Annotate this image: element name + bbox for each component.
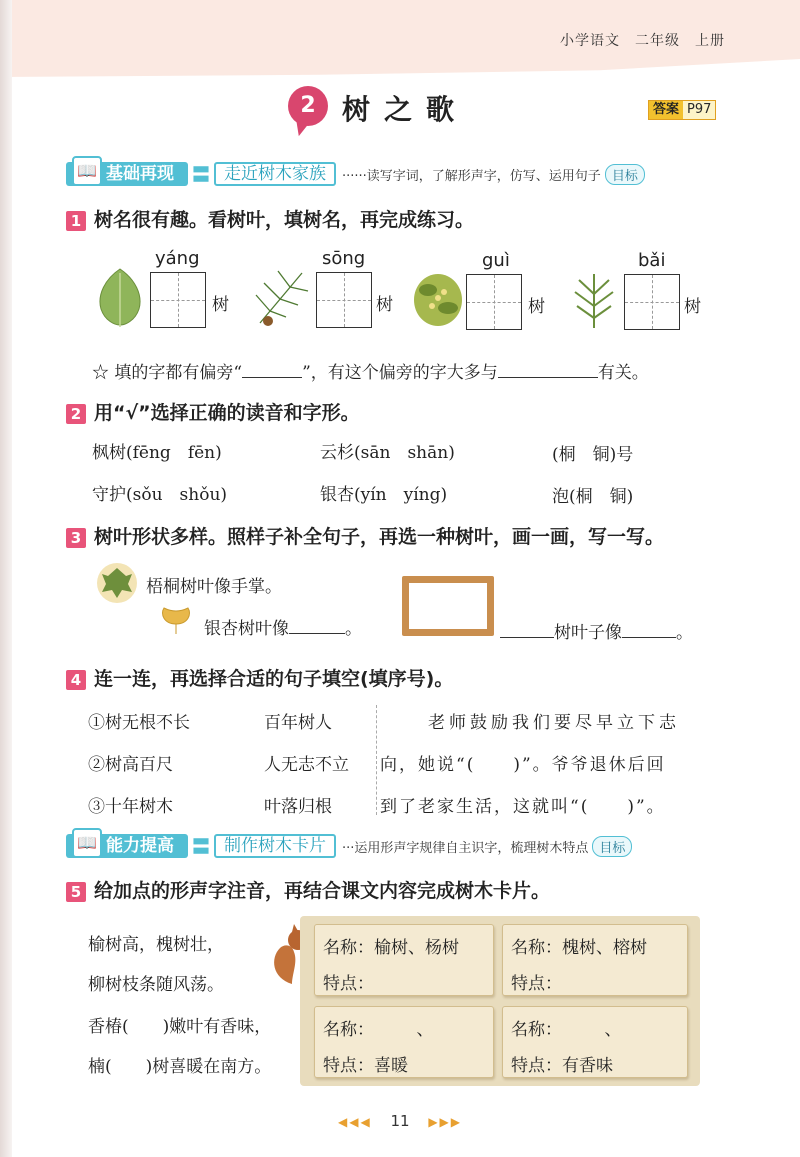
goal-tag: 目标	[605, 164, 645, 185]
question-2: 2 用“√”选择正确的读音和字形。	[66, 398, 360, 425]
answer-page: P97	[687, 102, 712, 117]
suffix-4: 树	[684, 297, 701, 317]
section-connector: 〓	[192, 837, 210, 858]
drawing-frame[interactable]	[402, 576, 494, 636]
q3-line3: 树叶子像 。	[500, 618, 693, 643]
q4-divider	[376, 705, 377, 815]
lesson-title: 树之歌	[342, 93, 469, 126]
right-arrows: ▶▶▶	[428, 1115, 463, 1129]
card-2-feature[interactable]: 特点：	[511, 974, 562, 994]
suffix-2: 树	[376, 295, 393, 315]
ginkgo-blank[interactable]	[289, 633, 345, 634]
q1-note: ☆ 填的字都有偏旁“ ”，有这个偏旁的字大多与 有关。	[92, 363, 649, 383]
parasol-leaf-icon	[96, 562, 138, 604]
section-goal: ······读写字词，了解形声字，仿写、运用句子	[342, 168, 601, 184]
leaf-shape-blank[interactable]	[622, 637, 676, 638]
pinyin-3: guì	[482, 250, 510, 271]
q2-r2-c3[interactable]: 泡(桐 铜)	[552, 487, 634, 507]
q4-mid-3[interactable]: 叶落归根	[264, 797, 332, 817]
page-footer	[0, 1112, 800, 1130]
q2-r2-c1[interactable]: 守护(sǒu shǒu)	[92, 485, 228, 505]
page-number: 11	[390, 1112, 410, 1130]
book-icon: 📖	[72, 156, 102, 186]
question-4: 4 连一连，再选择合适的句子填空(填序号)。	[66, 664, 453, 691]
poem-line-4[interactable]: 楠( )树喜暖在南方。	[88, 1057, 272, 1077]
tree-card-4	[502, 1006, 688, 1078]
q4-left-3[interactable]: ③十年树木	[88, 797, 173, 817]
section-main-label: 基础再现	[66, 162, 188, 186]
answer-label: 答案	[649, 101, 683, 119]
q3-line2: 银杏树叶像 。	[204, 619, 362, 639]
question-3: 3 树叶形状多样。照样子补全句子，再选一种树叶，画一画，写一写。	[66, 522, 664, 549]
poem-line-2: 柳树枝条随风荡。	[88, 975, 224, 995]
char-grid-1[interactable]	[150, 272, 206, 328]
card-4-feature: 特点：有香味	[511, 1056, 613, 1076]
pinyin-2: sōng	[322, 248, 366, 269]
card-3-feature: 特点：喜暖	[323, 1056, 408, 1076]
q4-left-1[interactable]: ①树无根不长	[88, 713, 190, 733]
card-4-name[interactable]: 名称： 、	[511, 1020, 664, 1040]
poem-line-1: 榆树高，槐树壮，	[88, 935, 224, 955]
book-icon: 📖	[72, 828, 102, 858]
radical-blank[interactable]	[242, 377, 302, 378]
question-5: 5 给加点的形声字注音，再结合课文内容完成树木卡片。	[66, 876, 550, 903]
card-2-name: 名称：槐树、榕树	[511, 938, 647, 958]
cypress-branch-icon	[565, 268, 623, 330]
question-1: 1 树名很有趣。看树叶，填树名，再完成练习。	[66, 205, 474, 232]
char-grid-3[interactable]	[466, 274, 522, 330]
section-advanced	[66, 834, 632, 858]
section-main-label: 能力提高	[66, 834, 188, 858]
tree-card-2	[502, 924, 688, 996]
section-sub-label: 走近树木家族	[214, 162, 336, 186]
suffix-1: 树	[212, 295, 229, 315]
q4-right-3: 到了老家生活，这就叫“( )”。	[380, 797, 666, 817]
pinyin-1: yáng	[155, 248, 200, 269]
q2-r1-c1[interactable]: 枫树(fēng fēn)	[92, 443, 222, 463]
q3-example: 梧桐树叶像手掌。	[146, 577, 282, 597]
q2-r1-c2[interactable]: 云杉(sān shān)	[320, 443, 455, 463]
tree-card-3	[314, 1006, 494, 1078]
meaning-blank[interactable]	[498, 377, 598, 378]
q2-r1-c3[interactable]: (桐 铜)号	[552, 445, 634, 465]
pinyin-4: bǎi	[638, 250, 666, 271]
section-basic	[66, 162, 645, 186]
section-connector: 〓	[192, 165, 210, 186]
left-arrows: ◀◀◀	[337, 1115, 372, 1129]
tree-card-1	[314, 924, 494, 996]
answer-badge[interactable]	[648, 100, 716, 120]
suffix-3: 树	[528, 297, 545, 317]
card-1-name: 名称：榆树、杨树	[323, 938, 459, 958]
poplar-leaf-icon	[95, 265, 145, 329]
ginkgo-leaf-icon	[158, 606, 194, 636]
book-label: 小学语文 二年级 上册	[560, 33, 725, 49]
page-spine	[0, 0, 12, 1157]
card-3-name[interactable]: 名称： 、	[323, 1020, 476, 1040]
pine-branch-icon	[250, 265, 312, 329]
char-grid-4[interactable]	[624, 274, 680, 330]
q4-left-2[interactable]: ②树高百尺	[88, 755, 173, 775]
section-sub-label: 制作树木卡片	[214, 834, 336, 858]
section-goal: ···运用形声字规律自主识字，梳理树木特点	[342, 840, 589, 856]
leaf-name-blank[interactable]	[500, 637, 554, 638]
card-1-feature[interactable]: 特点：	[323, 974, 374, 994]
q4-mid-2[interactable]: 人无志不立	[264, 755, 349, 775]
char-grid-2[interactable]	[316, 272, 372, 328]
lesson-number: 2	[288, 86, 328, 126]
q2-r2-c2[interactable]: 银杏(yín yíng)	[320, 485, 448, 505]
q4-right-1: 老师鼓励我们要尽早立下志	[428, 713, 680, 733]
osmanthus-icon	[410, 268, 466, 330]
goal-tag: 目标	[592, 836, 632, 857]
poem-line-3[interactable]: 香椿( )嫩叶有香味，	[88, 1017, 272, 1037]
q4-right-2: 向，她说“( )”。爷爷退休后回	[380, 755, 666, 775]
q4-mid-1[interactable]: 百年树人	[264, 713, 332, 733]
